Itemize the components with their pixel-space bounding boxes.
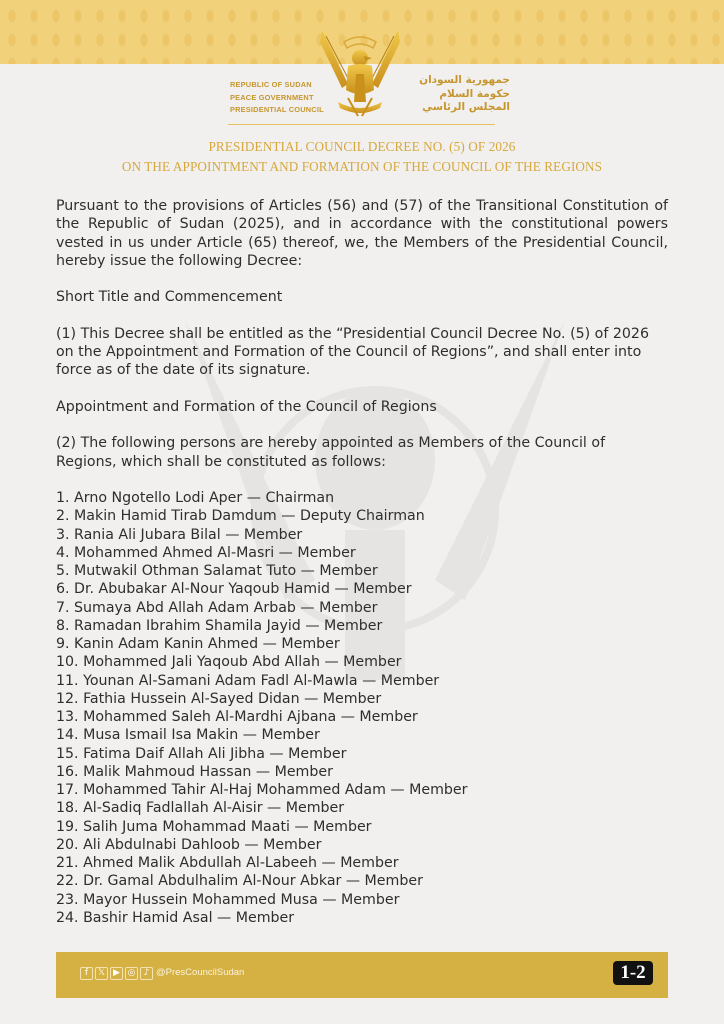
header-english-block — [230, 79, 345, 117]
instagram-icon[interactable]: ◎ — [125, 967, 138, 980]
member-item: 10. Mohammed Jali Yaqoub Abd Allah — Member — [56, 654, 402, 671]
member-item: 11. Younan Al-Samani Adam Fadl Al-Mawla — Member — [56, 672, 440, 689]
member-item: 7. Sumaya Abd Allah Adam Arbab — Member — [56, 599, 378, 616]
member-item: 3. Rania Ali Jubara Bilal — Member — [56, 526, 303, 543]
member-item: 4. Mohammed Ahmed Al-Masri — Member — [56, 544, 356, 561]
member-item: 8. Ramadan Ibrahim Shamila Jayid — Member — [56, 617, 383, 634]
header-divider — [228, 124, 495, 125]
member-item: 13. Mohammed Saleh Al-Mardhi Ajbana — Member — [56, 709, 418, 725]
header-line-government: PEACE GOVERNMENT — [230, 92, 314, 102]
decree-title — [40, 137, 684, 176]
header-arabic-line-republic: جمهورية السودان — [419, 74, 510, 86]
x-icon[interactable]: 𝕏 — [95, 967, 108, 980]
member-item: 23. Mayor Hussein Mohammed Musa — Member — [56, 891, 400, 908]
social-icons — [80, 966, 153, 980]
member-item: 6. Dr. Abubakar Al-Nour Yaqoub Hamid — Member — [56, 581, 412, 598]
preamble: Pursuant to the provisions of Articles (56) and (57) of the Transitional Constitution of the Republic of Sudan (2025), and in accordance with the constitutional powers vested in us under Article (65) thereof, we, the Members of the Presidential Council, hereby issue the following Decree: — [56, 198, 668, 269]
member-item: 16. Malik Mahmoud Hassan — Member — [56, 763, 333, 780]
member-item: 18. Al-Sadiq Fadlallah Al-Aisir — Member — [56, 800, 345, 817]
header-line-republic: REPUBLIC OF SUDAN — [230, 80, 312, 89]
member-item: 9. Kanin Adam Kanin Ahmed — Member — [56, 636, 340, 652]
member-item: 22. Dr. Gamal Abdulhalim Al-Nour Abkar — Member — [56, 873, 423, 890]
member-item: 15. Fatima Daif Allah Ali Jibha — Member — [56, 745, 347, 762]
spacer — [56, 471, 668, 489]
member-item: 19. Salih Juma Mohammad Maati — Member — [56, 818, 372, 835]
member-item: 12. Fathia Hussein Al-Sayed Didan — Member — [56, 690, 382, 707]
facebook-icon[interactable]: f — [80, 967, 93, 980]
header-arabic-line-council: المجلس الرئاسي — [422, 101, 510, 113]
page-number-badge: 1-2 — [613, 961, 653, 985]
member-item: 2. Makin Hamid Tirab Damdum — Deputy Chairman — [56, 508, 425, 525]
member-item: 14. Musa Ismail Isa Makin — Member — [56, 727, 320, 744]
clause-2: (2) The following persons are hereby appointed as Members of the Council of Regions, which shall be constituted as follows: — [56, 435, 606, 470]
header-line-council: PRESIDENTIAL COUNCIL — [230, 105, 324, 114]
section-heading-short-title: Short Title and Commencement — [56, 289, 283, 306]
header-arabic-line-government: حكومة السلام — [439, 87, 510, 100]
member-item: 5. Mutwakil Othman Salamat Tuto — Member — [56, 563, 378, 579]
member-item: 20. Ali Abdulnabi Dahloob — Member — [56, 836, 322, 853]
member-item: 24. Bashir Hamid Asal — Member — [56, 909, 295, 926]
spacer — [56, 416, 668, 434]
social-handle[interactable]: @PresCouncilSudan — [156, 967, 245, 978]
decree-title-line1: PRESIDENTIAL COUNCIL DECREE NO. (5) OF 2026 — [208, 139, 516, 154]
spacer — [56, 270, 668, 288]
section-heading-appointment: Appointment and Formation of the Council of Regions — [56, 398, 437, 415]
tiktok-icon[interactable]: ♪ — [140, 967, 153, 980]
spacer — [56, 380, 668, 398]
member-item: 21. Ahmed Malik Abdullah Al-Labeeh — Member — [56, 855, 399, 871]
youtube-icon[interactable]: ▶ — [110, 967, 123, 980]
members-list — [56, 489, 668, 927]
member-item: 17. Mohammed Tahir Al-Haj Mohammed Adam — Member — [56, 782, 468, 798]
decree-title-line2: ON THE APPOINTMENT AND FORMATION OF THE COUNCIL OF THE REGIONS — [121, 158, 603, 174]
decree-body — [56, 197, 668, 927]
member-item: 1. Arno Ngotello Lodi Aper — Chairman — [56, 490, 335, 506]
spacer — [56, 307, 668, 325]
clause-1: (1) This Decree shall be entitled as the “Presidential Council Decree No. (5) of 2026 on the Appointment and Formation of the Council of Regions”, and shall enter into force as of the date of its signature. — [56, 325, 649, 379]
header-arabic-block — [400, 74, 510, 115]
